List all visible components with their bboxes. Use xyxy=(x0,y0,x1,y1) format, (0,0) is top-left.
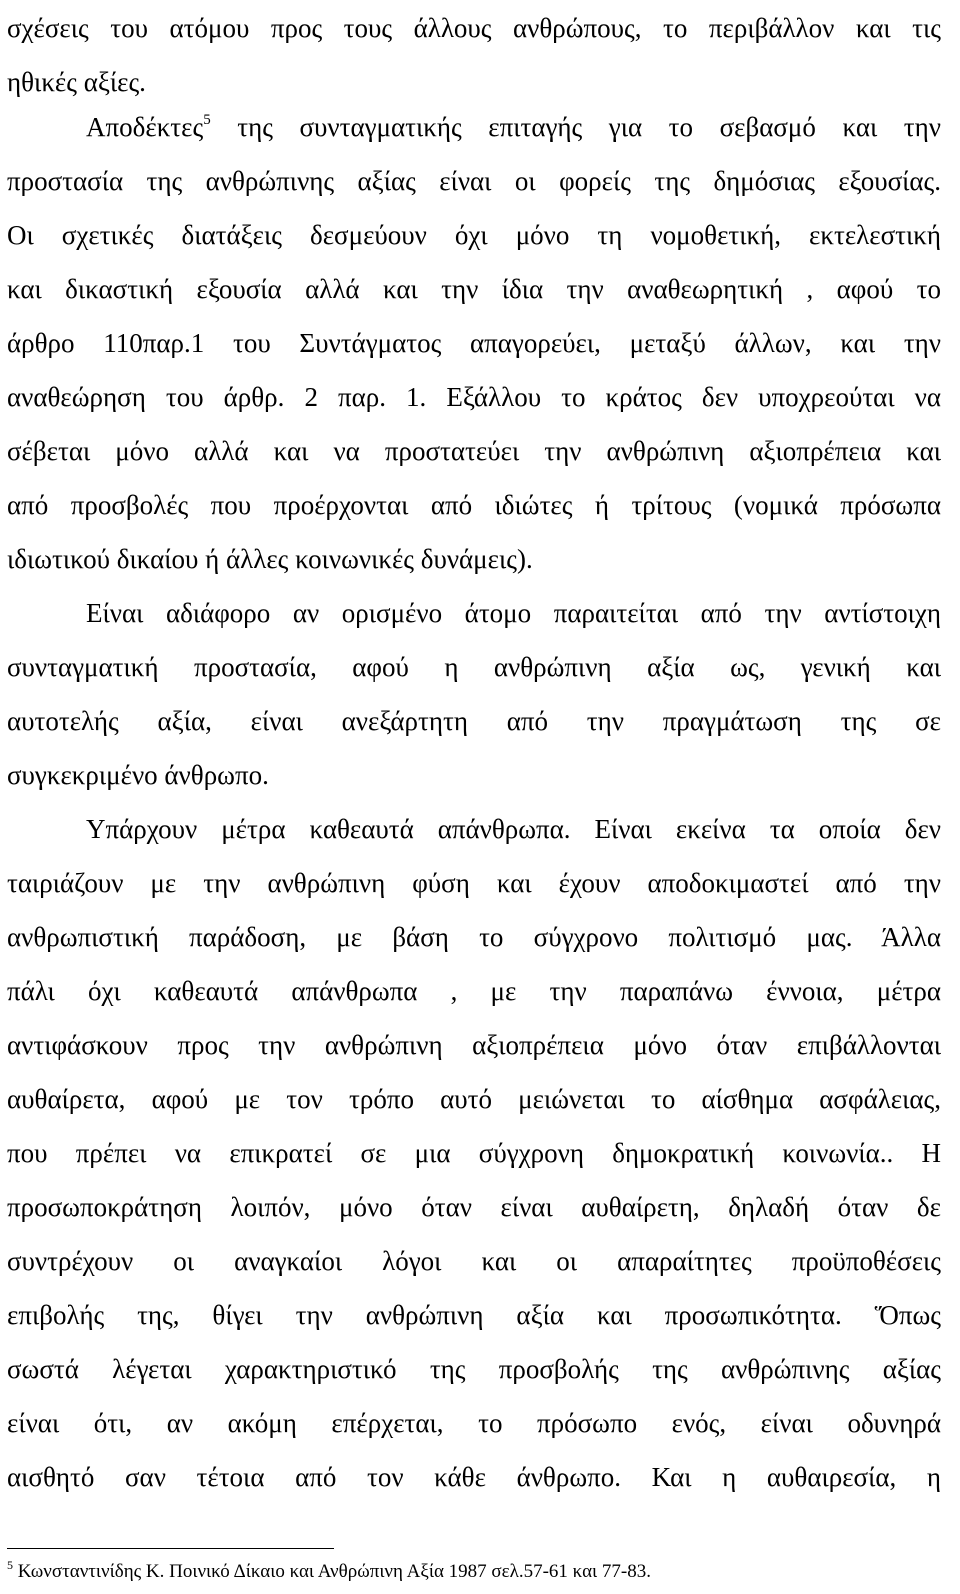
text-line: είναι ότι, αν ακόμη επέρχεται, το πρόσωπο ενός, είναι οδυνηρά xyxy=(7,1408,941,1438)
footnote-separator xyxy=(7,1548,334,1549)
text-line: επιβολής της, θίγει την ανθρώπινη αξία και προσωπικότητα. Ὅπως xyxy=(7,1300,941,1330)
footnote-reference: 5 xyxy=(203,112,211,128)
text-line: αναθεώρηση του άρθρ. 2 παρ. 1. Εξάλλου το κράτος δεν υποχρεούται να xyxy=(7,382,941,412)
footnote xyxy=(7,1558,947,1586)
text-line: ανθρωπιστική παράδοση, με βάση το σύγχρονο πολιτισμό μας. Άλλα xyxy=(7,922,941,952)
text-line: αυτοτελής αξία, είναι ανεξάρτητη από την πραγμάτωση της σε xyxy=(7,706,941,736)
text-line: αντιφάσκουν προς την ανθρώπινη αξιοπρέπεια μόνο όταν επιβάλλονται xyxy=(7,1030,941,1060)
text-line: ταιριάζουν με την ανθρώπινη φύση και έχουν αποδοκιμαστεί από την xyxy=(7,868,941,898)
text-fragment: της συνταγματικής επιταγής για το σεβασμό και την xyxy=(237,112,941,142)
text-line: που πρέπει να επικρατεί σε μια σύγχρονη δημοκρατική κοινωνία.. Η xyxy=(7,1138,941,1168)
text-line: Είναι αδιάφορο αν ορισμένο άτομο παραιτείται από την αντίστοιχη xyxy=(86,598,941,628)
text-line: σχέσεις του ατόμου προς τους άλλους ανθρώπους, το περιβάλλον και τις xyxy=(7,13,941,43)
text-line xyxy=(7,100,941,154)
text-line: σέβεται μόνο αλλά και να προστατεύει την ανθρώπινη αξιοπρέπεια και xyxy=(7,436,941,466)
text-line: και δικαστική εξουσία αλλά και την ίδια την αναθεωρητική , αφού το xyxy=(7,274,941,304)
text-line: αυθαίρετα, αφού με τον τρόπο αυτό μειώνεται το αίσθημα ασφάλειας, xyxy=(7,1084,941,1114)
text-line: ιδιωτικού δικαίου ή άλλες κοινωνικές δυνάμεις). xyxy=(7,544,533,574)
text-line: Υπάρχουν μέτρα καθεαυτά απάνθρωπα. Είναι εκείνα τα οποία δεν xyxy=(86,814,941,844)
footnote-text: Κωνσταντινίδης Κ. Ποινικό Δίκαιο και Ανθρώπινη Αξία 1987 σελ.57-61 και 77-83. xyxy=(17,1561,651,1582)
text-line: συνταγματική προστασία, αφού η ανθρώπινη αξία ως, γενική και xyxy=(7,652,941,682)
text-line: Οι σχετικές διατάξεις δεσμεύουν όχι μόνο τη νομοθετική, εκτελεστική xyxy=(7,220,941,250)
footnote-marker: 5 xyxy=(7,1558,13,1572)
text-line: πάλι όχι καθεαυτά απάνθρωπα , με την παραπάνω έννοια, μέτρα xyxy=(7,976,941,1006)
text-line: προσωποκράτηση λοιπόν, μόνο όταν είναι αυθαίρετη, δηλαδή όταν δε xyxy=(7,1192,941,1222)
text-line: από προσβολές που προέρχονται από ιδιώτες ή τρίτους (νομικά πρόσωπα xyxy=(7,490,941,520)
text-line: άρθρο 110παρ.1 του Συντάγματος απαγορεύει, μεταξύ άλλων, και την xyxy=(7,328,941,358)
text-line: σωστά λέγεται χαρακτηριστικό της προσβολής της ανθρώπινης αξίας xyxy=(7,1354,941,1384)
text-line: συντρέχουν οι αναγκαίοι λόγοι και οι απαραίτητες προϋποθέσεις xyxy=(7,1246,941,1276)
text-line: ηθικές αξίες. xyxy=(7,67,146,97)
text-fragment: Αποδέκτες xyxy=(86,112,204,142)
text-line: συγκεκριμένο άνθρωπο. xyxy=(7,760,269,790)
text-line: αισθητό σαν τέτοια από τον κάθε άνθρωπο. Και η αυθαιρεσία, η xyxy=(7,1462,941,1492)
text-line: προστασία της ανθρώπινης αξίας είναι οι φορείς της δημόσιας εξουσίας. xyxy=(7,166,941,196)
